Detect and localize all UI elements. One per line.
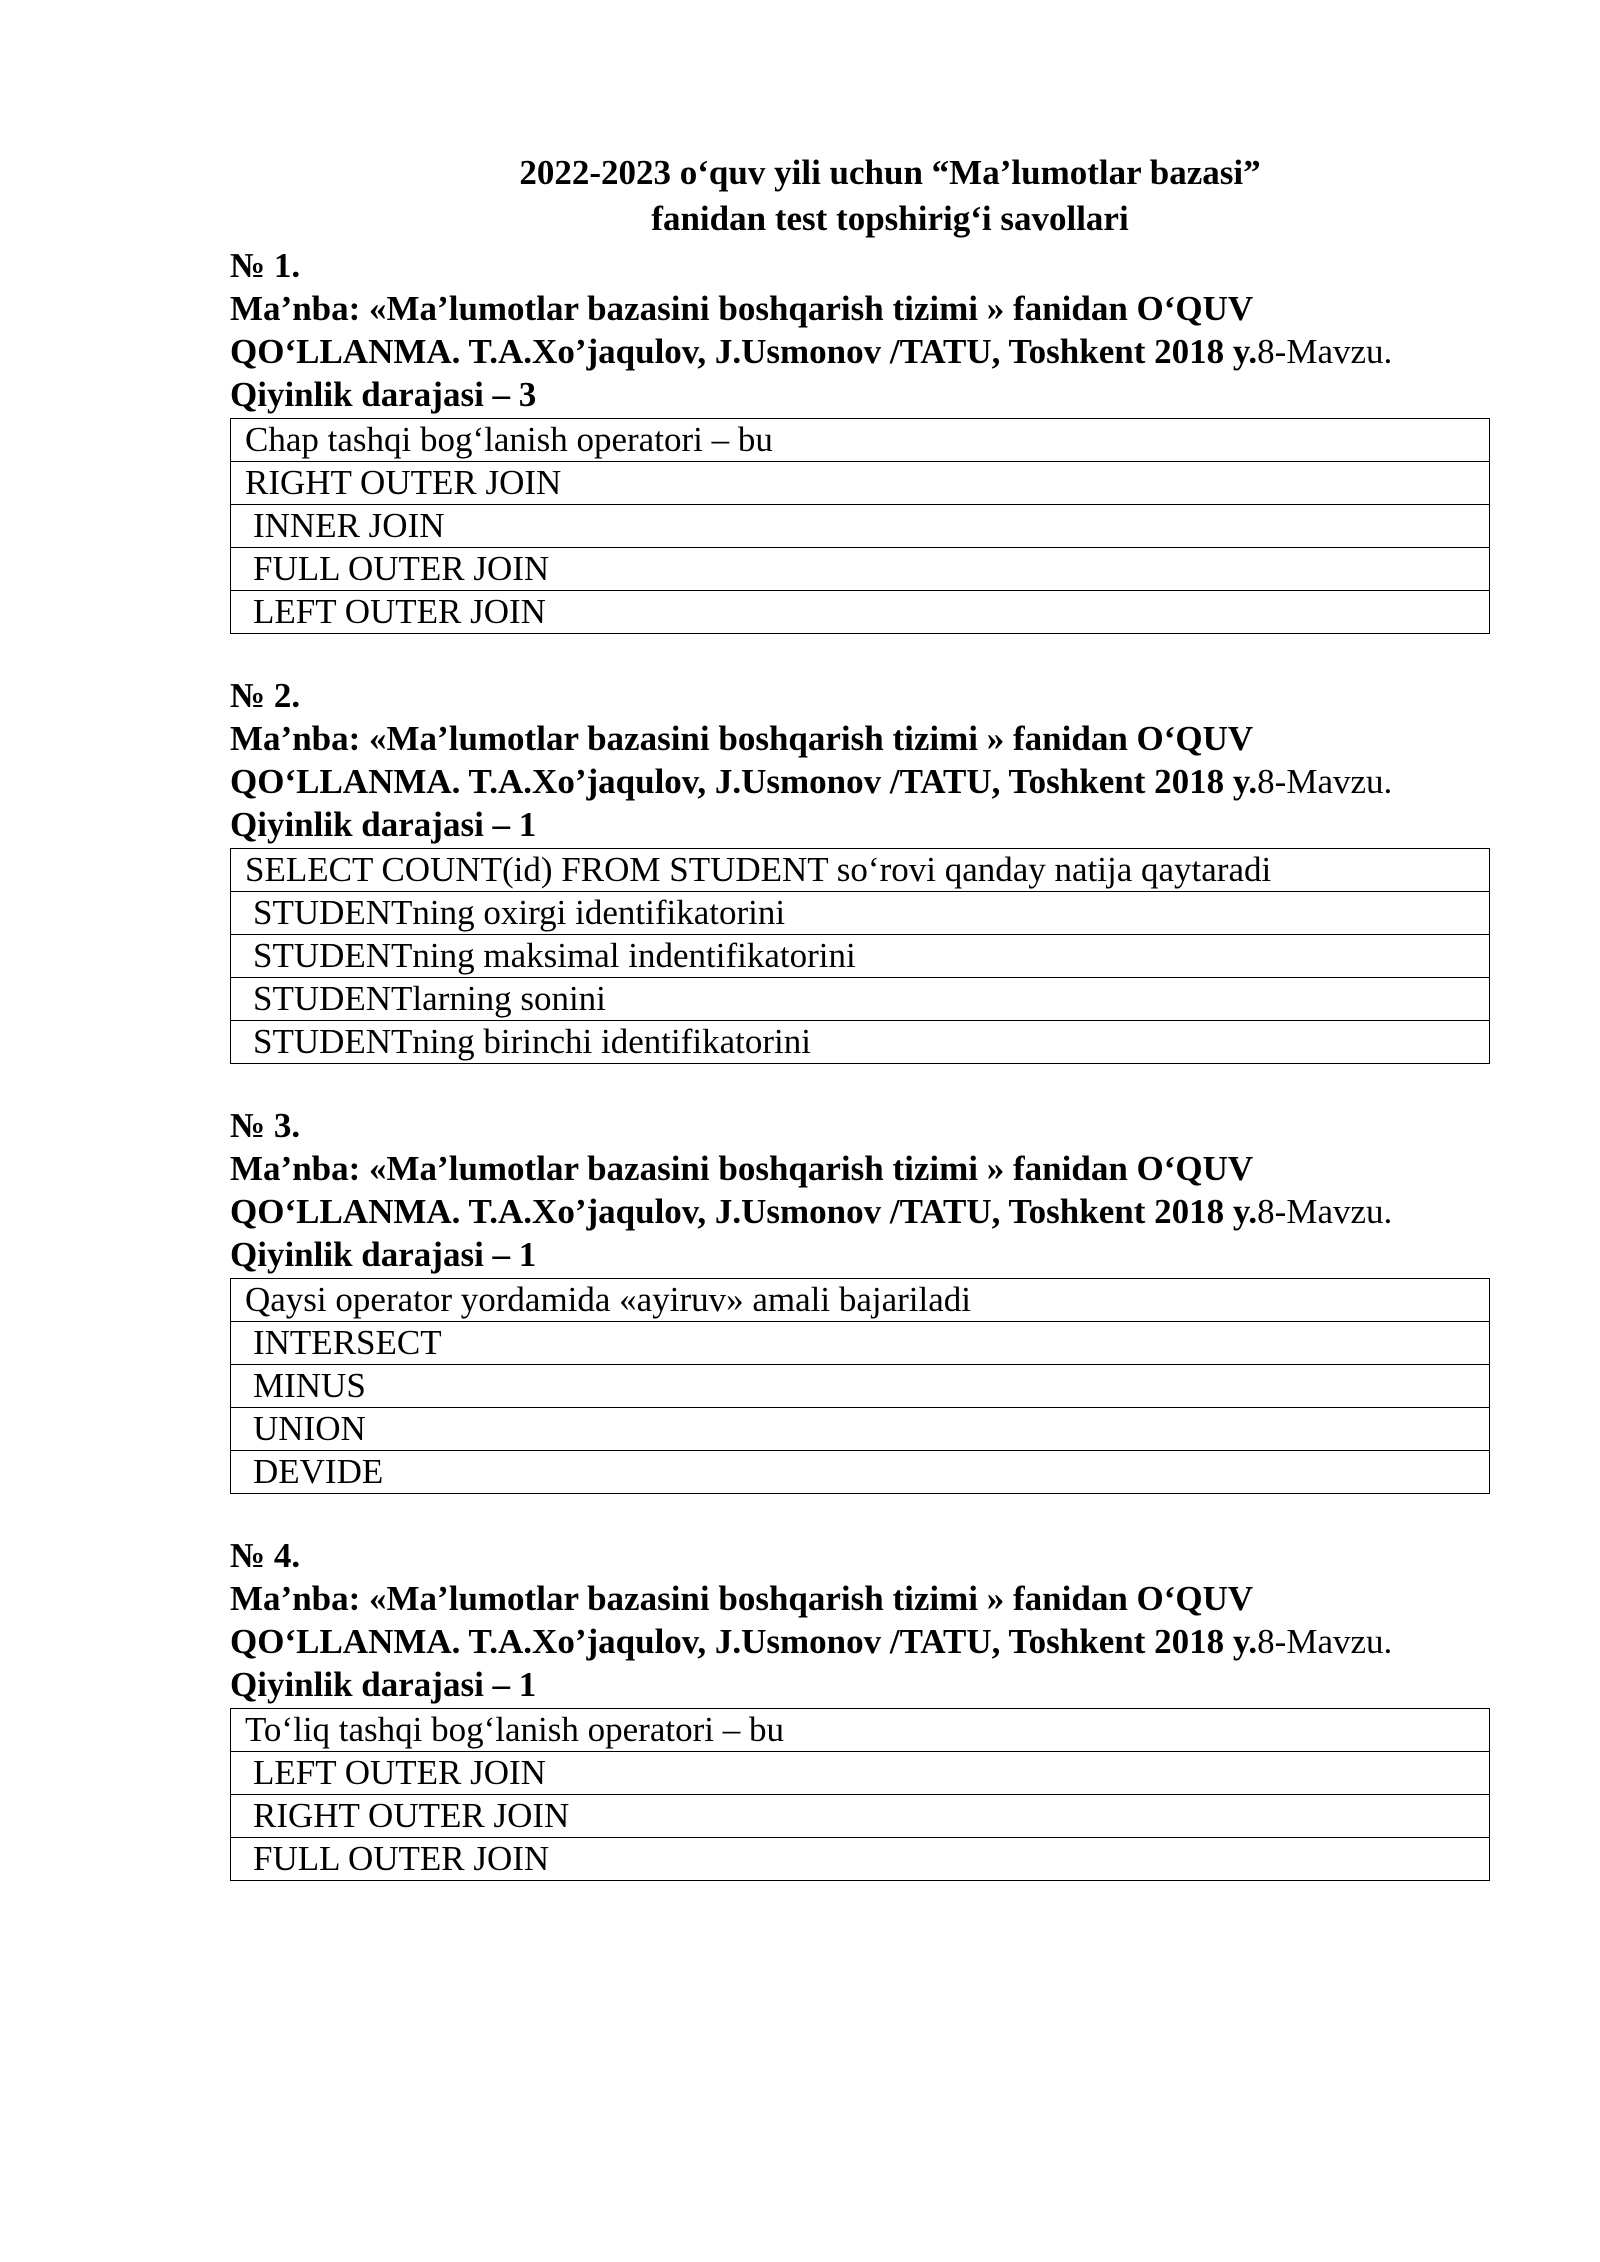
answer-option: STUDENTning oxirgi identifikatorini — [231, 892, 1490, 935]
table-row — [231, 1279, 1490, 1322]
table-row — [231, 505, 1490, 548]
table-row — [231, 935, 1490, 978]
difficulty-level: Qiyinlik darajasi – 1 — [230, 1235, 537, 1274]
table-row — [231, 849, 1490, 892]
table-row — [231, 892, 1490, 935]
answer-option: STUDENTlarning sonini — [231, 978, 1490, 1021]
answer-option: UNION — [231, 1408, 1490, 1451]
question-source — [230, 1147, 1490, 1233]
question-table — [230, 848, 1490, 1064]
question-4 — [230, 1534, 1490, 1881]
question-text: SELECT COUNT(id) FROM STUDENT so‘rovi qanday natija qaytaradi — [231, 849, 1490, 892]
source-bold-text: Ma’nba: «Ma’lumotlar bazasini boshqarish tizimi » fanidan O‘QUV QO‘LLANMA. T.A.Xo’jaqulov, J.Usmonov /TATU, Toshkent 2018 y. — [230, 1579, 1258, 1661]
table-row — [231, 1322, 1490, 1365]
question-source — [230, 717, 1490, 803]
source-bold-text: Ma’nba: «Ma’lumotlar bazasini boshqarish tizimi » fanidan O‘QUV QO‘LLANMA. T.A.Xo’jaqulov, J.Usmonov /TATU, Toshkent 2018 y. — [230, 1149, 1258, 1231]
table-row — [231, 462, 1490, 505]
question-number: № 1. — [230, 246, 301, 285]
table-row — [231, 1451, 1490, 1494]
table-row — [231, 978, 1490, 1021]
question-3 — [230, 1104, 1490, 1494]
answer-option: INTERSECT — [231, 1322, 1490, 1365]
answer-option: LEFT OUTER JOIN — [231, 591, 1490, 634]
source-bold-text: Ma’nba: «Ma’lumotlar bazasini boshqarish tizimi » fanidan O‘QUV QO‘LLANMA. T.A.Xo’jaqulov, J.Usmonov /TATU, Toshkent 2018 y. — [230, 289, 1258, 371]
question-table — [230, 1708, 1490, 1881]
table-row — [231, 419, 1490, 462]
answer-option: FULL OUTER JOIN — [231, 1838, 1490, 1881]
table-row — [231, 1365, 1490, 1408]
source-bold-text: Ma’nba: «Ma’lumotlar bazasini boshqarish tizimi » fanidan O‘QUV QO‘LLANMA. T.A.Xo’jaqulov, J.Usmonov /TATU, Toshkent 2018 y. — [230, 719, 1258, 801]
table-row — [231, 591, 1490, 634]
question-text: Qaysi operator yordamida «ayiruv» amali bajariladi — [231, 1279, 1490, 1322]
difficulty-level: Qiyinlik darajasi – 1 — [230, 805, 537, 844]
question-table — [230, 418, 1490, 634]
question-source — [230, 1577, 1490, 1663]
answer-option: MINUS — [231, 1365, 1490, 1408]
question-1 — [230, 244, 1490, 634]
answer-option: INNER JOIN — [231, 505, 1490, 548]
answer-option: RIGHT OUTER JOIN — [231, 462, 1490, 505]
answer-option: STUDENTning maksimal indentifikatorini — [231, 935, 1490, 978]
question-table — [230, 1278, 1490, 1494]
table-row — [231, 548, 1490, 591]
source-regular-text: 8-Mavzu. — [1257, 1622, 1393, 1661]
document-page — [230, 150, 1490, 1881]
question-source — [230, 287, 1490, 373]
question-number: № 4. — [230, 1536, 301, 1575]
table-row — [231, 1752, 1490, 1795]
difficulty-level: Qiyinlik darajasi – 1 — [230, 1665, 537, 1704]
question-2 — [230, 674, 1490, 1064]
table-row — [231, 1838, 1490, 1881]
source-regular-text: 8-Mavzu. — [1257, 762, 1393, 801]
source-regular-text: 8-Mavzu. — [1257, 332, 1393, 371]
source-regular-text: 8-Mavzu. — [1257, 1192, 1393, 1231]
question-number: № 3. — [230, 1106, 301, 1145]
table-row — [231, 1021, 1490, 1064]
answer-option: STUDENTning birinchi identifikatorini — [231, 1021, 1490, 1064]
document-title-line-1: 2022-2023 o‘quv yili uchun “Ma’lumotlar bazasi” — [519, 153, 1261, 192]
answer-option: DEVIDE — [231, 1451, 1490, 1494]
table-row — [231, 1408, 1490, 1451]
answer-option: LEFT OUTER JOIN — [231, 1752, 1490, 1795]
question-number: № 2. — [230, 676, 301, 715]
answer-option: FULL OUTER JOIN — [231, 548, 1490, 591]
question-text: Chap tashqi bog‘lanish operatori – bu — [231, 419, 1490, 462]
table-row — [231, 1709, 1490, 1752]
difficulty-level: Qiyinlik darajasi – 3 — [230, 375, 537, 414]
answer-option: RIGHT OUTER JOIN — [231, 1795, 1490, 1838]
table-row — [231, 1795, 1490, 1838]
document-title-line-2: fanidan test topshirig‘i savollari — [651, 199, 1129, 238]
question-text: To‘liq tashqi bog‘lanish operatori – bu — [231, 1709, 1490, 1752]
